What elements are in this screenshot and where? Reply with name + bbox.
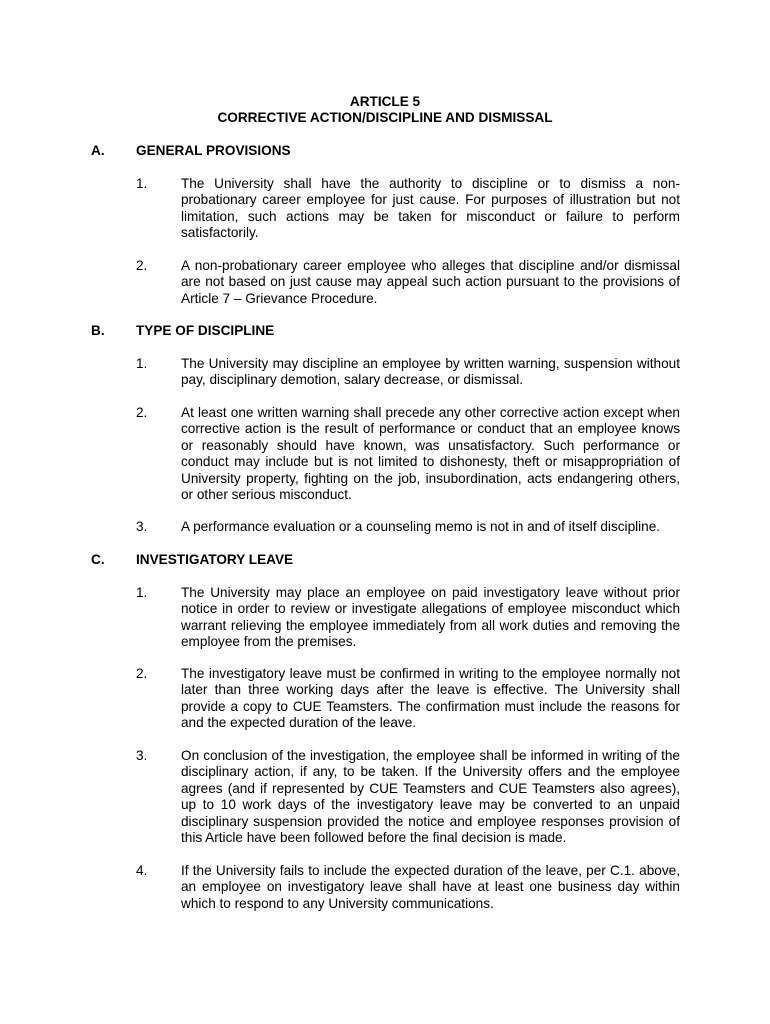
section-b-item-1-number: 1. xyxy=(136,356,148,371)
section-c-item-3-number: 3. xyxy=(136,748,148,763)
section-c-letter: C. xyxy=(91,552,105,567)
section-a-title: GENERAL PROVISIONS xyxy=(136,143,291,158)
section-a-item-1-text: The University shall have the authority to discipline or to dismiss a non-probationary career employee for just cause. For purposes of illustration but not limitation, such actions may be taken for misconduct or failure to perform satisfactorily. xyxy=(181,176,680,241)
section-b-item-2-text: At least one written warning shall precede any other corrective action except when corrective action is the result of performance or conduct that an employee knows or reasonably should have known, was unsatisfactory. Such performance or conduct may include but is not limited to dishonesty, theft or misappropriation of University property, fighting on the job, insubordination, acts endangering others, or other serious misconduct. xyxy=(181,405,680,503)
section-c-item-4-number: 4. xyxy=(136,863,148,878)
section-c-title: INVESTIGATORY LEAVE xyxy=(136,552,294,567)
section-c-item-2-number: 2. xyxy=(136,666,148,681)
section-c-item-3-text: On conclusion of the investigation, the employee shall be informed in writing of the disciplinary action, if any, to be taken. If the University offers and the employee agrees (and if represented by CUE Teamsters and CUE Teamsters also agrees), up to 10 work days of the investigatory leave may be converted to an unpaid disciplinary suspension provided the notice and employee responses provision of this Article have been followed before the final decision is made. xyxy=(181,748,680,846)
section-c-item-4-text: If the University fails to include the expected duration of the leave, per C.1. above, an employee on investigatory leave shall have at least one business day within which to respond to any University communications. xyxy=(181,863,680,911)
section-a-item-2-number: 2. xyxy=(136,258,148,273)
section-b-item-3-number: 3. xyxy=(136,519,148,534)
section-b-title: TYPE OF DISCIPLINE xyxy=(136,323,275,338)
section-c-item-2-text: The investigatory leave must be confirmed in writing to the employee normally not later than three working days after the leave is effective. The University shall provide a copy to CUE Teamsters. The confirmation must include the reasons for and the expected duration of the leave. xyxy=(181,666,680,731)
section-a-item-1-number: 1. xyxy=(136,176,148,191)
section-b-item-1-text: The University may discipline an employee by written warning, suspension without pay, disciplinary demotion, salary decrease, or dismissal. xyxy=(181,356,680,388)
section-c-item-1-text: The University may place an employee on paid investigatory leave without prior notice in order to review or investigate allegations of employee misconduct which warrant relieving the employee immediately from all work duties and removing the employee from the premises. xyxy=(181,585,680,650)
section-b-letter: B. xyxy=(91,323,105,338)
section-b-item-3-text: A performance evaluation or a counseling memo is not in and of itself discipline. xyxy=(181,519,661,534)
article-number: ARTICLE 5 xyxy=(349,94,421,109)
section-a-item-2-text: A non-probationary career employee who alleges that discipline and/or dismissal are not based on just cause may appeal such action pursuant to the provisions of Article 7 – Grievance Procedure. xyxy=(181,258,680,306)
section-b-item-2-number: 2. xyxy=(136,405,148,420)
section-c-item-1-number: 1. xyxy=(136,585,148,600)
article-title: CORRECTIVE ACTION/DISCIPLINE AND DISMISSAL xyxy=(217,110,553,125)
section-a-letter: A. xyxy=(91,143,105,158)
